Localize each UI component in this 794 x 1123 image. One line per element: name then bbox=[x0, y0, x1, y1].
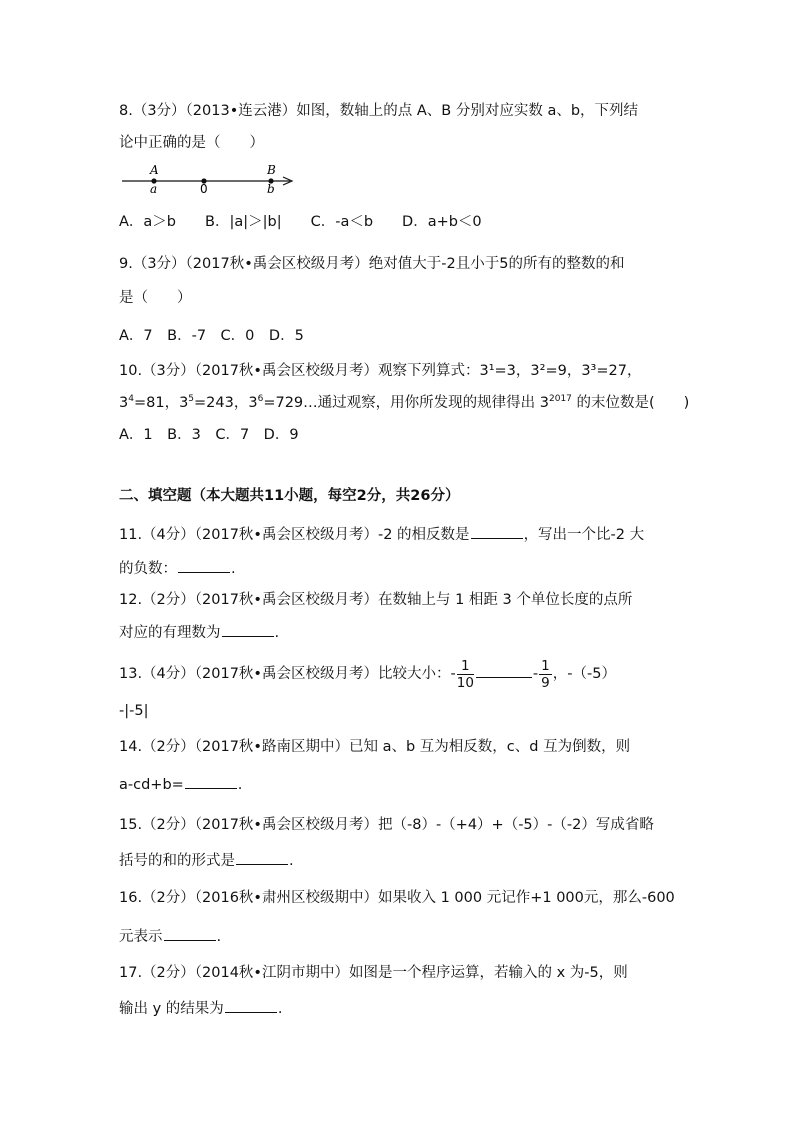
q14-line2: a-cd+b= . bbox=[119, 774, 242, 795]
q9-line2: 是（ ） bbox=[119, 290, 192, 306]
answer-blank bbox=[476, 663, 532, 678]
answer-blank bbox=[178, 558, 230, 573]
fraction-one-ninth: $\frac{1}{9}$ bbox=[541, 657, 550, 691]
q14-line1: 14.（2分）（2017秋•路南区期中）已知 a、b 互为相反数，c、d 互为倒数，则 bbox=[119, 739, 631, 755]
answer-blank bbox=[225, 998, 277, 1013]
q8-line1: 8.（3分）（2013•连云港）如图，数轴上的点 A、B 分别对应实数 a、b，下列结 bbox=[119, 103, 639, 119]
q8-line2: 论中正确的是（ ） bbox=[119, 135, 264, 151]
q11-line2: 的负数： . bbox=[119, 558, 236, 579]
answer-blank bbox=[471, 524, 523, 539]
q8-options: A．a＞b B．|a|＞|b| C．-a＜b D．a+b＜0 bbox=[119, 214, 482, 230]
answer-blank bbox=[164, 926, 216, 941]
label-zero: 0 bbox=[200, 182, 208, 196]
number-line-figure bbox=[0, 160, 794, 200]
label-B: B bbox=[267, 163, 276, 177]
q9-line1: 9.（3分）（2017秋•禹会区校级月考）绝对值大于-2且小于5的所有的整数的和 bbox=[119, 256, 625, 272]
q12-line2: 对应的有理数为 . bbox=[119, 622, 279, 643]
answer-blank bbox=[185, 774, 237, 789]
answer-blank bbox=[222, 622, 274, 637]
q13-line2: -|-5| bbox=[119, 703, 149, 719]
q17-line1: 17.（2分）（2014秋•江阴市期中）如图是一个程序运算，若输入的 x 为-5，则 bbox=[119, 965, 628, 981]
q12-line1: 12.（2分）（2017秋•禹会区校级月考）在数轴上与 1 相距 3 个单位长度的点所 bbox=[119, 592, 633, 608]
q15-line1: 15.（2分）（2017秋•禹会区校级月考）把（-8）-（+4）+（-5）-（-2）写成省略 bbox=[119, 817, 654, 833]
fraction-one-tenth: $\frac{1}{10}$ bbox=[456, 657, 474, 691]
q11-line1: 11.（4分）（2017秋•禹会区校级月考）-2 的相反数是 ，写出一个比-2 大 bbox=[119, 524, 644, 545]
section-heading: 二、填空题（本大题共11小题，每空2分，共26分） bbox=[119, 488, 460, 504]
label-b: b bbox=[267, 182, 275, 196]
q16-line2: 元表示 . bbox=[119, 926, 221, 947]
q16-line1: 16.（2分）（2016秋•肃州区校级期中）如果收入 1 000 元记作+1 000元，那么-600 bbox=[119, 890, 675, 906]
q10-line1: 10.（3分）（2017秋•禹会区校级月考）观察下列算式：3¹=3，3²=9，3³=27， bbox=[119, 363, 642, 379]
q9-options: A．7 B．-7 C．0 D．5 bbox=[119, 328, 304, 344]
q10-line2: $3^4=81$，$3^5=243$，$3^6=729\dots$通过观察，用你所发现的规律得出 $3^{2017}$ 的末位数是( ) bbox=[119, 394, 690, 411]
q15-line2: 括号的和的形式是 . bbox=[119, 850, 294, 871]
label-a: a bbox=[150, 182, 158, 196]
q17-line2: 输出 y 的结果为 . bbox=[119, 998, 282, 1019]
q13-line1: 13.（4分）（2017秋•禹会区校级月考）比较大小：- $\frac{1}{10}$ - $\frac{1}{9}$ ，-（-5） bbox=[119, 657, 616, 691]
label-A: A bbox=[150, 163, 159, 177]
q10-options: A．1 B．3 C．7 D．9 bbox=[119, 427, 299, 443]
answer-blank bbox=[236, 850, 288, 865]
